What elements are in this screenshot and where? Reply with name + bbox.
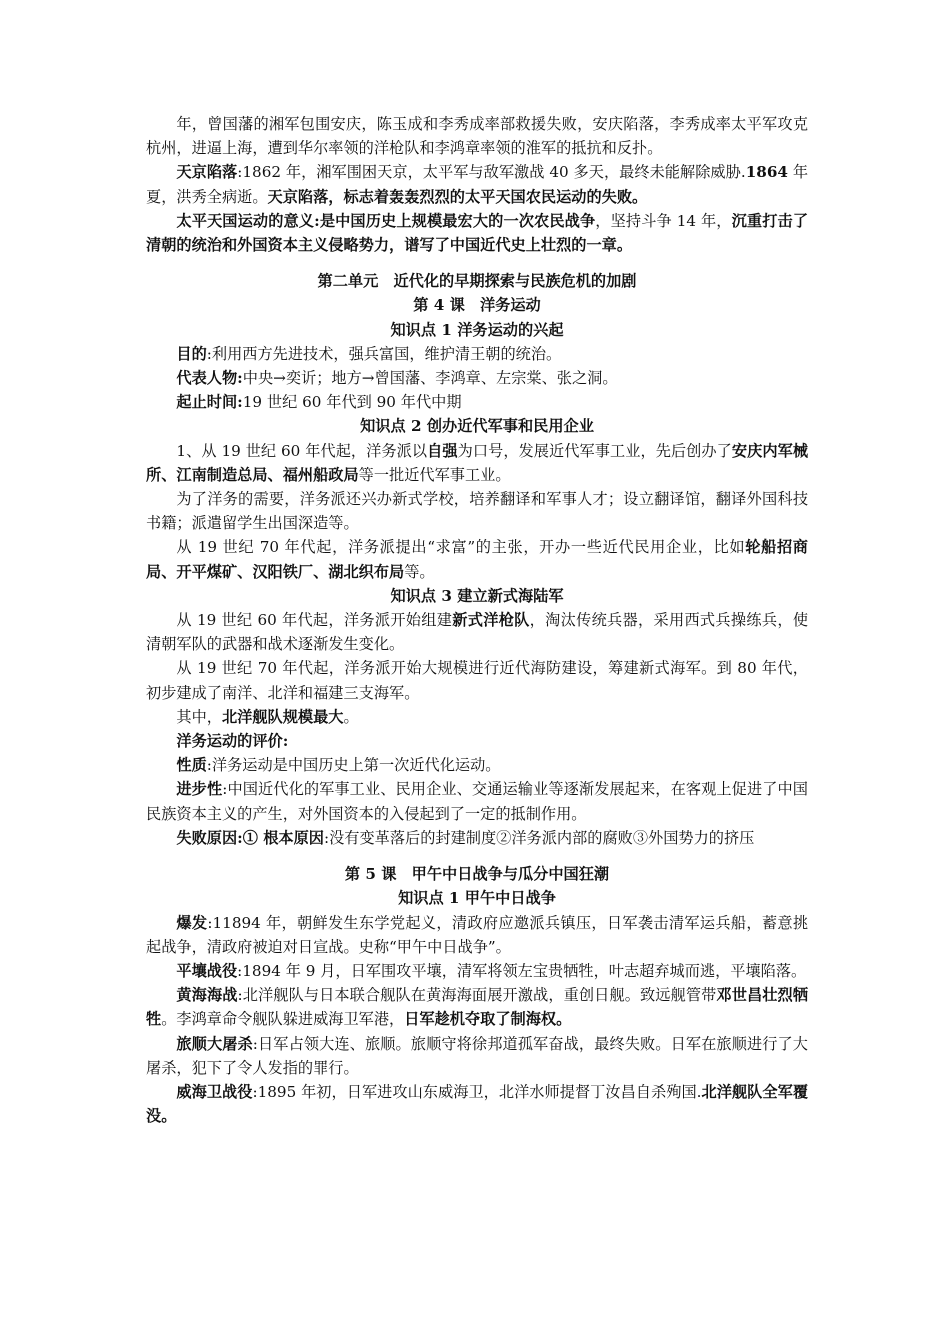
beiyang-paragraph: 其中，北洋舰队规模最大。 bbox=[176, 707, 359, 726]
lesson-5-title: 第 5 课 甲午中日战争与瓜分中国狂潮 bbox=[344, 865, 610, 884]
knowledge-point-1-heading: 知识点 1 洋务运动的兴起 bbox=[390, 320, 564, 339]
nature-paragraph: 性质:洋务运动是中国历史上第一次近代化运动。 bbox=[176, 756, 501, 775]
pyongyang-paragraph: 平壤战役:1894 年 9 月，日军围攻平壤，清军将领左宝贵牺牲，叶志超弃城而逃，平壤陷落。 bbox=[176, 961, 807, 980]
taiping-paragraph-1: 年，曾国藩的湘军包围安庆，陈玉成和李秀成率部救援失败，安庆陷落，李秀成率太平军攻克杭州，进逼上海，遭到华尔率领的洋枪队和李鸿章率领的淮军的抵抗和反扑。 bbox=[146, 115, 808, 158]
evaluation-heading: 洋务运动的评价: bbox=[176, 732, 289, 751]
failure-reasons-paragraph: 失败原因:① 根本原因:没有变革落后的封建制度②洋务派内部的腐败③外国势力的挤压 bbox=[176, 828, 755, 847]
purpose-paragraph: 目的:利用西方先进技术，强兵富国，维护清王朝的统治。 bbox=[176, 344, 562, 363]
yellow-sea-paragraph: 黄海海战:北洋舰队与日本联合舰队在黄海海面展开激战，重创日舰。致远舰管带邓世昌壮烈牺牲。李鸿章命令舰队躲进威海卫军港，日军趁机夺取了制海权。 bbox=[146, 986, 809, 1029]
representatives-paragraph: 代表人物:中央→奕䜣；地方→曾国藩、李鸿章、左宗棠、张之洞。 bbox=[176, 369, 618, 388]
lesson-4-title: 第 4 课 洋务运动 bbox=[413, 296, 541, 315]
knowledge-point-3-heading: 知识点 3 建立新式海陆军 bbox=[390, 586, 564, 605]
army-paragraph: 从 19 世纪 60 年代起，洋务派开始组建新式洋枪队，淘汰传统兵器，采用西式兵操练兵，使清朝军队的武器和战术逐渐发生变化。 bbox=[146, 611, 809, 654]
progressiveness-paragraph: 进步性:中国近代化的军事工业、民用企业、交通运输业等逐渐发展起来，在客观上促进了中国民族资本主义的产生，对外国资本的入侵起到了一定的抵制作用。 bbox=[146, 780, 808, 823]
schools-paragraph: 为了洋务的需要，洋务派还兴办新式学校，培养翻译和军事人才；设立翻译馆，翻译外国科技书籍；派遣留学生出国深造等。 bbox=[146, 490, 808, 533]
weihaiwei-paragraph: 威海卫战役:1895 年初，日军进攻山东威海卫，北洋水师提督丁汝昌自杀殉国.北洋舰队全军覆没。 bbox=[146, 1082, 809, 1126]
lesson-5-knowledge-point-1-heading: 知识点 1 甲午中日战争 bbox=[398, 889, 556, 908]
lushun-paragraph: 旅顺大屠杀:日军占领大连、旅顺。旅顺守将徐邦道孤军奋战，最终失败。日军在旅顺进行了大屠杀，犯下了令人发指的罪行。 bbox=[146, 1034, 808, 1077]
period-paragraph: 起止时间:19 世纪 60 年代到 90 年代中期 bbox=[176, 393, 462, 412]
outbreak-paragraph: 爆发:11894 年，朝鲜发生东学党起义，清政府应邀派兵镇压，日军袭击清军运兵船，蓄意挑起战争，清政府被迫对日宣战。史称“甲午中日战争”。 bbox=[146, 913, 809, 956]
civil-enterprise-paragraph: 从 19 世纪 70 年代起，洋务派提出“求富”的主张，开办一些近代民用企业，比如轮船招商局、开平煤矿、汉阳铁厂、湖北织布局等。 bbox=[146, 538, 808, 581]
navy-paragraph: 从 19 世纪 70 年代起，洋务派开始大规模进行近代海防建设，筹建新式海军。到 80 年代，初步建成了南洋、北洋和福建三支海军。 bbox=[146, 659, 808, 702]
unit-title: 第二单元 近代化的早期探索与民族危机的加剧 bbox=[317, 272, 637, 291]
taiping-significance-paragraph: 太平天国运动的意义:是中国历史上规模最宏大的一次农民战争，坚持斗争 14 年，沉重打击了清朝的统治和外国资本主义侵略势力，谱写了中国近代史上壮烈的一章。 bbox=[146, 211, 809, 255]
document-page bbox=[146, 112, 808, 1128]
military-industry-paragraph: 1、从 19 世纪 60 年代起，洋务派以自强为口号，发展近代军事工业，先后创办了安庆内军械所、江南制造总局、福州船政局等一批近代军事工业。 bbox=[146, 441, 809, 484]
tianjing-fall-paragraph: 天京陷落:1862 年，湘军围困天京，太平军与敌军激战 40 多天，最终未能解除威胁.1864 年夏，洪秀全病逝。天京陷落，标志着轰轰烈烈的太平天国农民运动的失败。 bbox=[146, 163, 809, 206]
knowledge-point-2-heading: 知识点 2 创办近代军事和民用企业 bbox=[360, 417, 594, 436]
